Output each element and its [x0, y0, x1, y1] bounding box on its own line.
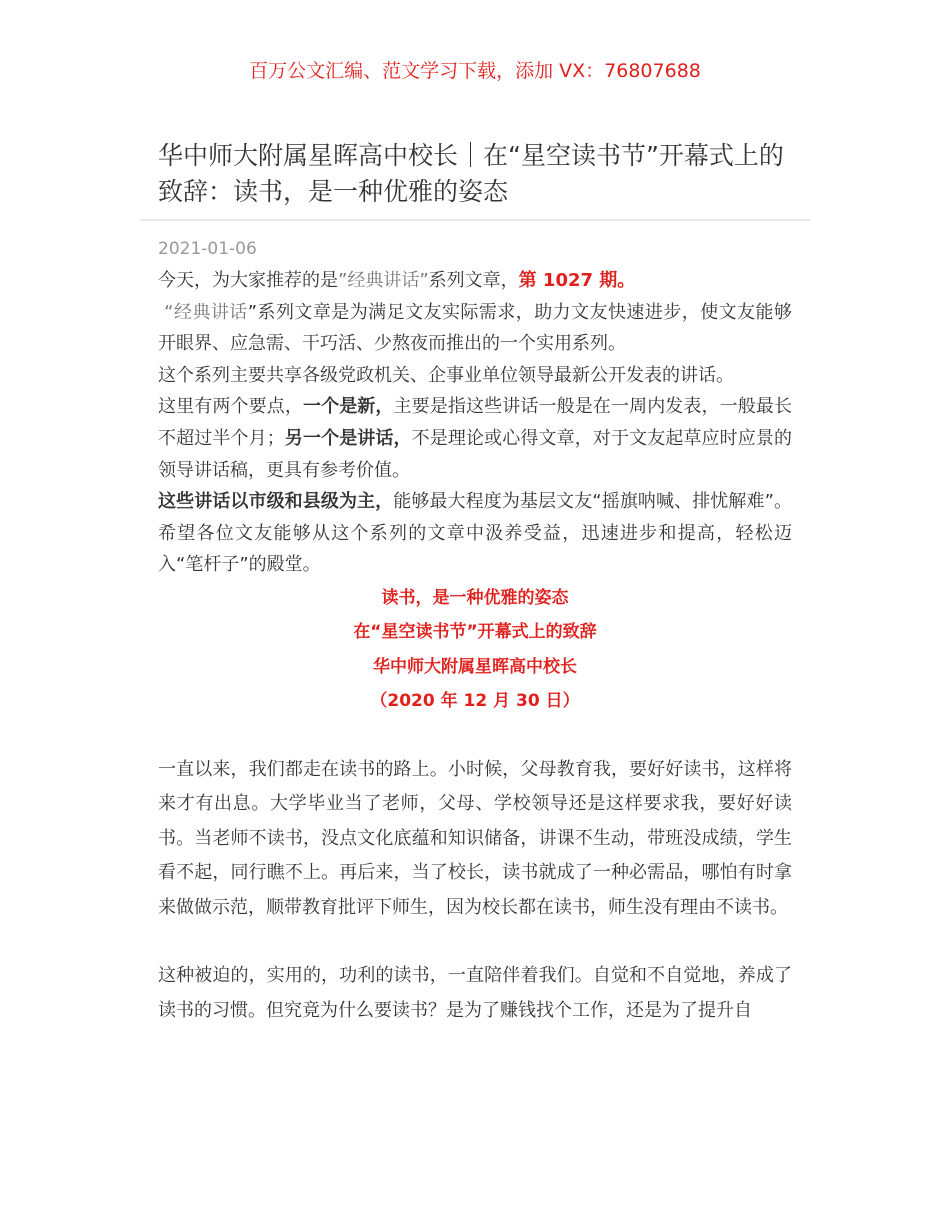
article-title: 华中师大附属星晖高中校长｜在“星空读书节”开幕式上的致辞：读书，是一种优雅的姿态: [158, 141, 784, 206]
bold-text: 另一个是讲话，: [284, 427, 412, 449]
intro-paragraph-2: [158, 297, 792, 360]
text: 能够最大程度为基层文友“摇旗呐喊、排忧解难”。希望各位文友能够从这个系列的文章中汲养受益，迅速进步和提高，轻松迈入“笔杆子”的殿堂。: [158, 491, 792, 576]
text: ”系列文章是为满足文友实际需求，助力文友快速进步，使文友能够开眼界、应急需、干巧活、少熬夜而推出的一个实用系列。: [158, 301, 792, 355]
speech-date: （2020 年 12 月 30 日）: [370, 691, 580, 712]
spacer: [158, 925, 792, 959]
text: 这里有两个要点，: [158, 396, 303, 418]
speech-body: [158, 753, 792, 1029]
text: 主要是指这些讲话一般是在一周内发表，一般最长不超过半个月；: [158, 396, 793, 449]
spacer: [158, 719, 792, 753]
bold-text: 一个是新，: [302, 396, 394, 418]
text: 不是理论或心得文章，对于文友起草应时应景的领导讲话稿，更具有参考价值。: [158, 427, 793, 481]
intro-paragraph-5: [158, 486, 792, 581]
intro-paragraph-1: [158, 265, 792, 297]
intro-paragraph-3: 这个系列主要共享各级党政机关、企事业单位领导最新公开发表的讲话。: [158, 364, 734, 386]
promo-banner: 百万公文汇编、范文学习下载，添加 VX：76807688: [249, 60, 701, 82]
series-name: ”经典讲话”: [338, 270, 429, 291]
article-content: [158, 265, 792, 1028]
divider: [140, 219, 810, 221]
speech-title: 读书，是一种优雅的姿态: [381, 587, 569, 608]
series-name: “经典讲话: [164, 301, 248, 323]
publish-date: 2021-01-06: [158, 239, 257, 259]
speech-occasion: 在“星空读书节”开幕式上的致辞: [353, 622, 597, 643]
body-paragraph-2: 这种被迫的，实用的，功利的读书，一直陪伴着我们。自觉和不自觉地，养成了读书的习惯。但究竟为什么要读书？是为了赚钱找个工作，还是为了提升自: [158, 965, 792, 1021]
text: 系列文章，: [428, 270, 519, 291]
intro-paragraph-4: [158, 391, 792, 486]
speech-author: 华中师大附属星晖高中校长: [373, 656, 577, 677]
bold-text: 这些讲话以市级和县级为主，: [158, 491, 394, 513]
body-paragraph-1: 一直以来，我们都走在读书的路上。小时候，父母教育我，要好好读书，这样将来才有出息。大学毕业当了老师，父母、学校领导还是这样要求我，要好好读书。当老师不读书，没点文化底蕴和知识储备，讲课不生动，带班没成绩，学生看不起，同行瞧不上。再后来，当了校长，读书就成了一种必需品，哪怕有时拿来做做示范，顺带教育批评下师生，因为校长都在读书，师生没有理由不读书。: [158, 758, 792, 918]
issue-number: 第 1027 期。: [518, 270, 636, 291]
text: 今天，为大家推荐的是: [158, 270, 338, 291]
